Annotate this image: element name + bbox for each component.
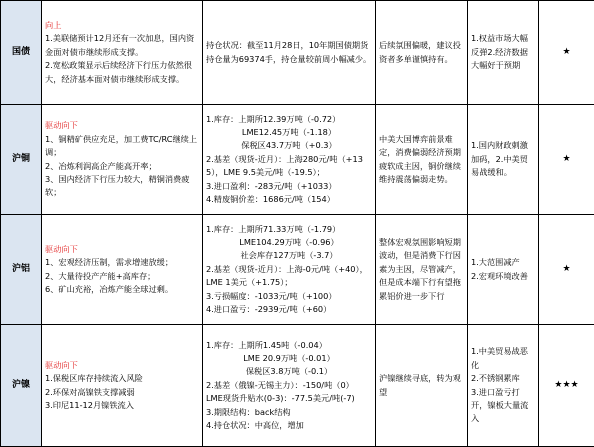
- inventory-line: 2.基差（现货-近月）：上海-0元/吨（+40），LME 1美元（+1.75）；: [206, 263, 372, 290]
- inventory-line: 4.精废铜价差：1686元/吨（154）: [206, 193, 372, 206]
- inventory-line: 3.期限结构：back结构: [206, 406, 372, 419]
- fundamental-line: 1、铜精矿供应充足，加工费TC/RC继续上调；: [45, 133, 199, 160]
- risk-line: 1.大范围减产: [471, 256, 535, 269]
- fundamental-line: 1、宏观经济压制，需求增速放缓；: [45, 256, 199, 269]
- inventory-line: LME12.45万吨（-1.18）: [206, 126, 372, 139]
- analysis-cell: 中美大国博弈前景难定，消费偏弱经济预期疲软成主因，铜价继续维持震荡偏弱走势。: [376, 105, 468, 215]
- fundamental-line: 2.宽松政策显示后续经济下行压力依然很大，经济基本面对债市继续形成支撑。: [45, 59, 199, 86]
- fundamental-line: 2、大量待投产产能+高库存；: [45, 270, 199, 283]
- inventory-line: 2.基差（现货-近月）：上海280元/吨（+135），LME 9.5美元/吨（-19.5）；: [206, 153, 372, 180]
- risk-cell: 1.国内财政刺激加码，2.中美贸易战缓和。: [468, 105, 539, 215]
- risk-cell: [468, 215, 539, 325]
- rating-stars: ★: [539, 215, 594, 325]
- risk-line: 2.宏观环境改善: [471, 270, 535, 283]
- risk-cell: 1.权益市场大幅反弹2.经济数据大幅好于预期: [468, 1, 539, 105]
- inventory-cell: [203, 105, 376, 215]
- driver-heading: 向上: [45, 19, 199, 32]
- inventory-line: 2.基差（俄镍-无锡主力）：-150/吨（0）: [206, 379, 372, 392]
- inventory-line: LME 20.9万吨（-0.01）: [206, 352, 372, 365]
- inventory-line: 保税区43.7万吨（+0.3）: [206, 139, 372, 152]
- fundamental-line: 1.保税区库存持续流入风险: [45, 372, 199, 385]
- table-row: [1, 105, 594, 215]
- driver-heading: 驱动向下: [45, 243, 199, 256]
- inventory-line: 3.亏损幅度：-1033元/吨（+100）: [206, 290, 372, 303]
- driver-heading: 驱动向下: [45, 359, 199, 372]
- inventory-line: 1.库存：上期所1.45吨（-0.04）: [206, 339, 372, 352]
- fundamental-cell: [42, 105, 203, 215]
- inventory-line: LME现货升贴水(0-3)：-77.5美元/吨(-7): [206, 392, 372, 405]
- risk-cell: [468, 325, 539, 447]
- inventory-line: 1.库存：上期所71.33万吨（-1.79）: [206, 223, 372, 236]
- fundamental-cell: [42, 215, 203, 325]
- fundamental-line: 2、冶炼利润高企产能高开率；: [45, 160, 199, 173]
- inventory-cell: [203, 215, 376, 325]
- risk-line: 2.不锈钢累库: [471, 372, 535, 385]
- inventory-cell: [203, 1, 376, 105]
- rating-stars: ★★★: [539, 325, 594, 447]
- fundamental-line: 2.环保对高镍铁支撑减弱: [45, 386, 199, 399]
- fundamental-line: 3、国内经济下行压力较大，精铜消费疲软；: [45, 173, 199, 200]
- analysis-cell: 后续氛围偏暖，建议投资者多单谨慎持有。: [376, 1, 468, 105]
- risk-line: 3.进口盈亏打开，镍板大量流入: [471, 386, 535, 426]
- table-row: [1, 215, 594, 325]
- analysis-cell: 沪镍继续寻底，转为观望: [376, 325, 468, 447]
- inventory-cell: [203, 325, 376, 447]
- commodity-name: 沪铜: [1, 105, 42, 215]
- inventory-line: 持仓状况：截至11月28日，10年期国债期货持仓量为69374手，持仓量较前周小幅减少。: [206, 39, 372, 66]
- inventory-line: 社会库存127万吨（-3.7）: [206, 249, 372, 262]
- commodity-name: 沪镍: [1, 325, 42, 447]
- analysis-cell: 整体宏观氛围影响短期波动，但是消费下行因素为主因，尽管减产，但是成本端下行有望拖累铝价进一步下行: [376, 215, 468, 325]
- inventory-line: 1.库存：上期所12.39万吨（-0.72）: [206, 113, 372, 126]
- fundamental-cell: [42, 1, 203, 105]
- risk-line: 1.中美贸易战恶化: [471, 345, 535, 372]
- inventory-line: 4.进口盈亏：-2939元/吨（+60）: [206, 303, 372, 316]
- fundamental-line: 6、矿山充裕，冶炼产能全球过剩。: [45, 283, 199, 296]
- rating-stars: ★: [539, 105, 594, 215]
- table-row: [1, 325, 594, 447]
- rating-stars: ★: [539, 1, 594, 105]
- commodity-name: 国债: [1, 1, 42, 105]
- commodity-name: 沪铝: [1, 215, 42, 325]
- driver-heading: 驱动向下: [45, 119, 199, 132]
- fundamental-cell: [42, 325, 203, 447]
- inventory-line: 3.进口盈利：-283元/吨（+1033）: [206, 180, 372, 193]
- inventory-line: 4.持仓状况：中高位，增加: [206, 419, 372, 432]
- fundamental-line: 1.美联储预计12月还有一次加息，国内资金面对债市继续形成支撑。: [45, 32, 199, 59]
- inventory-line: 保税区3.8万吨（-0.1）: [206, 365, 372, 378]
- inventory-line: LME104.29万吨（-0.96）: [206, 236, 372, 249]
- fundamental-line: 3.印尼11-12月镍铁流入: [45, 399, 199, 412]
- table-row: [1, 1, 594, 105]
